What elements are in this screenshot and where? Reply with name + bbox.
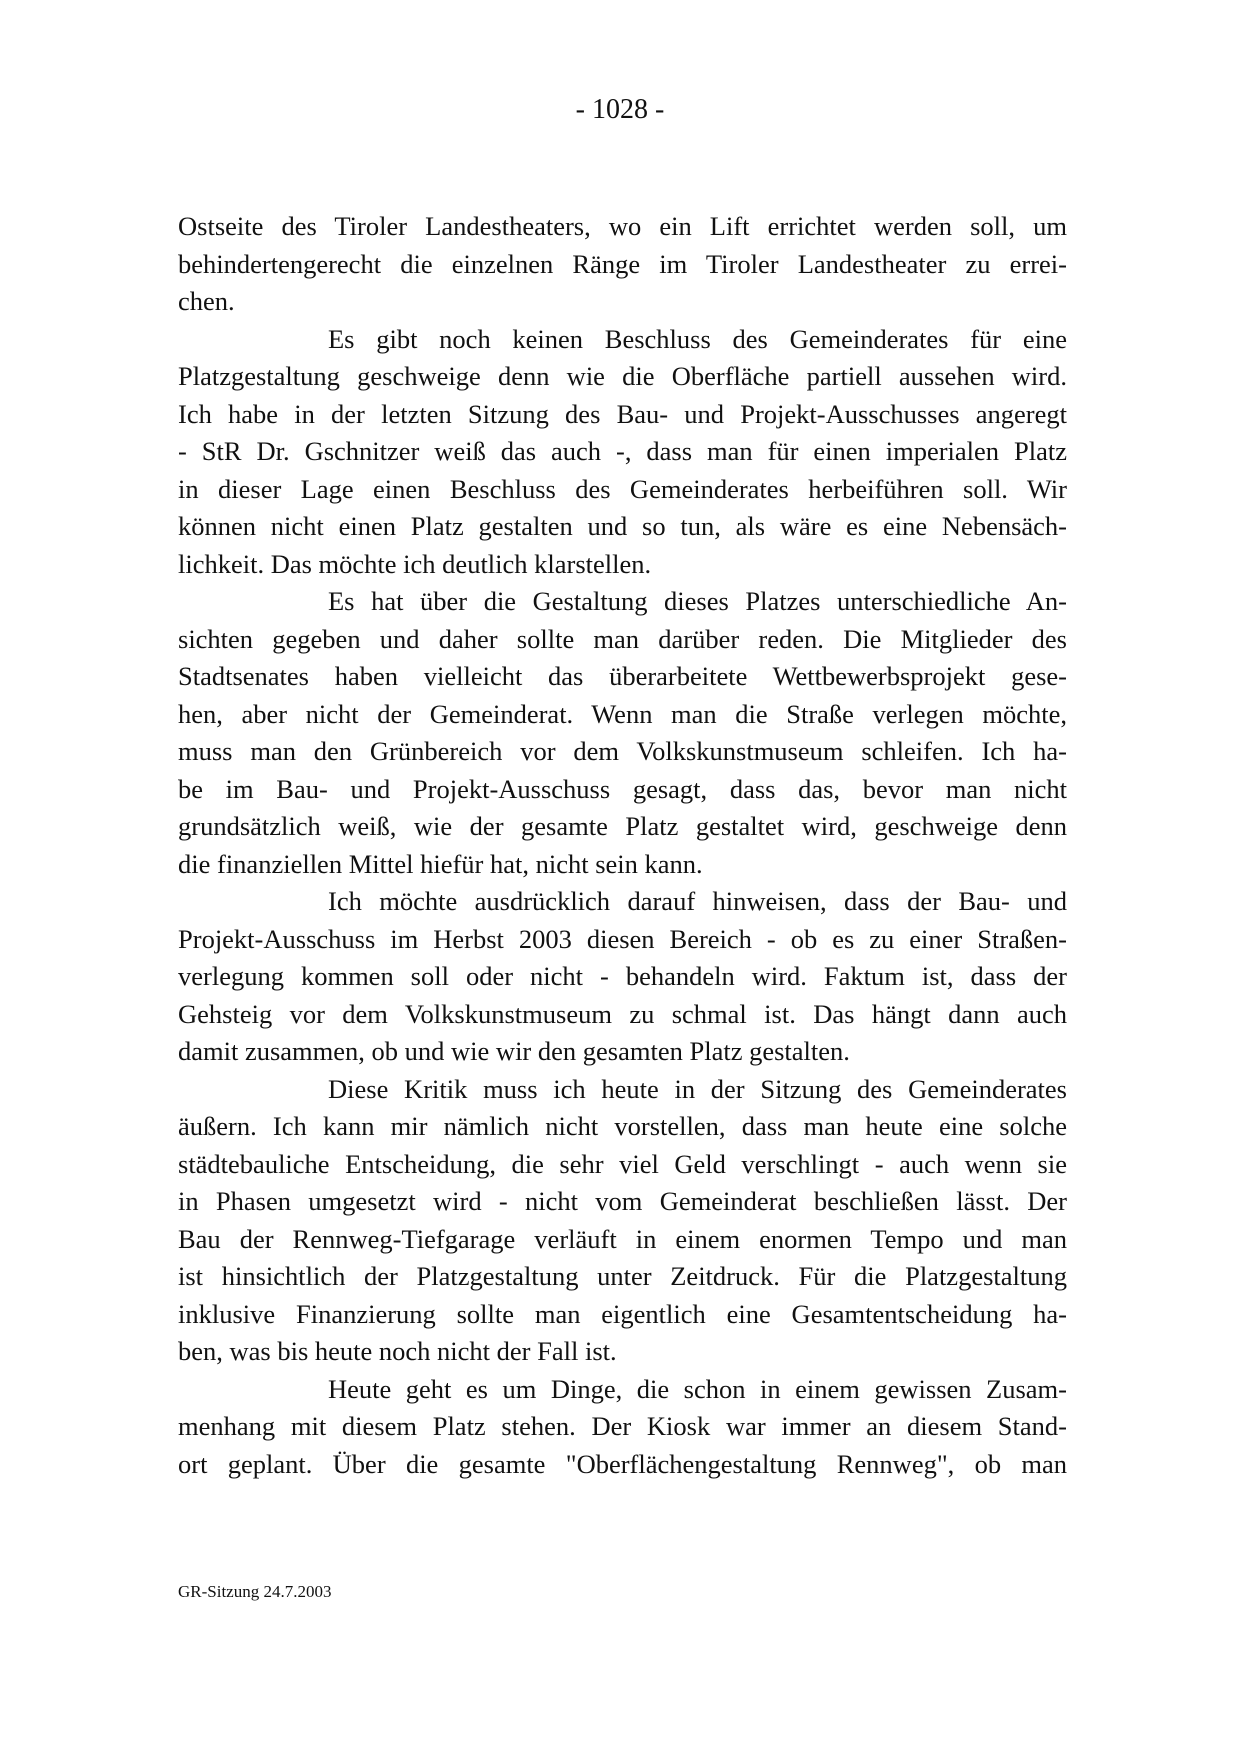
paragraph [178,1371,1067,1484]
paragraph [178,883,1067,1071]
text-line: Projekt-Ausschuss im Herbst 2003 diesen Bereich - ob es zu einer Straßen- [178,923,1067,954]
text-line: ben, was bis heute noch nicht der Fall ist. [178,1336,617,1366]
text-line: Ostseite des Tiroler Landestheaters, wo ein Lift errichtet werden soll, um [178,211,1067,241]
text-line: in dieser Lage einen Beschluss des Gemeinderates herbeiführen soll. Wir [178,473,1067,504]
text-line: sichten gegeben und daher sollte man darüber reden. Die Mitglieder des [178,623,1067,654]
text-line: grundsätzlich weiß, wie der gesamte Platz gestaltet wird, geschweige denn [178,811,1067,841]
text-line: inklusive Finanzierung sollte man eigentlich eine Gesamtentscheidung ha- [178,1298,1067,1329]
text-line: verlegung kommen soll oder nicht - behandeln wird. Faktum ist, dass der [178,961,1067,991]
text-line: Ich habe in der letzten Sitzung des Bau- und Projekt-Ausschusses angeregt [178,398,1067,429]
text-line: menhang mit diesem Platz stehen. Der Kiosk war immer an diesem Stand- [178,1411,1067,1441]
body-text [178,208,1067,1483]
text-line: Platzgestaltung geschweige denn wie die Oberfläche partiell aussehen wird. [178,361,1067,391]
text-line: behindertengerecht die einzelnen Ränge im Tiroler Landestheater zu errei- [178,248,1067,279]
text-line: ist hinsichtlich der Platzgestaltung unter Zeitdruck. Für die Platzgestaltung [178,1261,1067,1291]
paragraph [178,321,1067,584]
text-line: äußern. Ich kann mir nämlich nicht vorstellen, dass man heute eine solche [178,1111,1067,1141]
paragraph [178,208,1067,321]
text-line: Es hat über die Gestaltung dieses Platzes unterschiedliche An- [328,586,1067,616]
page-number: - 1028 - [575,94,665,125]
text-line: können nicht einen Platz gestalten und so tun, als wäre es eine Nebensäch- [178,511,1067,541]
text-line: - StR Dr. Gschnitzer weiß das auch -, dass man für einen imperialen Platz [178,436,1067,466]
text-line: Ich möchte ausdrücklich darauf hinweisen, dass der Bau- und [328,886,1067,916]
text-line: städtebauliche Entscheidung, die sehr viel Geld verschlingt - auch wenn sie [178,1148,1067,1179]
text-line: lichkeit. Das möchte ich deutlich klarstellen. [178,548,652,579]
text-line: Es gibt noch keinen Beschluss des Gemeinderates für eine [328,323,1067,354]
footer-session-date: GR-Sitzung 24.7.2003 [178,1582,332,1601]
text-line: Stadtsenates haben vielleicht das überarbeitete Wettbewerbsprojekt gese- [178,661,1067,691]
text-line: muss man den Grünbereich vor dem Volkskunstmuseum schleifen. Ich ha- [178,736,1067,766]
paragraph [178,1071,1067,1371]
text-line: die finanziellen Mittel hiefür hat, nicht sein kann. [178,848,703,879]
text-line: Heute geht es um Dinge, die schon in einem gewissen Zusam- [328,1373,1067,1404]
text-line: ort geplant. Über die gesamte "Oberflächengestaltung Rennweg", ob man [178,1448,1067,1479]
text-line: chen. [178,286,235,316]
paragraph [178,583,1067,883]
text-line: in Phasen umgesetzt wird - nicht vom Gemeinderat beschließen lässt. Der [178,1186,1067,1216]
text-line: Diese Kritik muss ich heute in der Sitzung des Gemeinderates [328,1073,1067,1104]
text-line: Gehsteig vor dem Volkskunstmuseum zu schmal ist. Das hängt dann auch [178,998,1067,1029]
text-line: hen, aber nicht der Gemeinderat. Wenn man die Straße verlegen möchte, [178,698,1067,729]
text-line: Bau der Rennweg-Tiefgarage verläuft in einem enormen Tempo und man [178,1223,1067,1254]
text-line: be im Bau- und Projekt-Ausschuss gesagt, dass das, bevor man nicht [178,773,1067,804]
text-line: damit zusammen, ob und wie wir den gesamten Platz gestalten. [178,1036,850,1066]
